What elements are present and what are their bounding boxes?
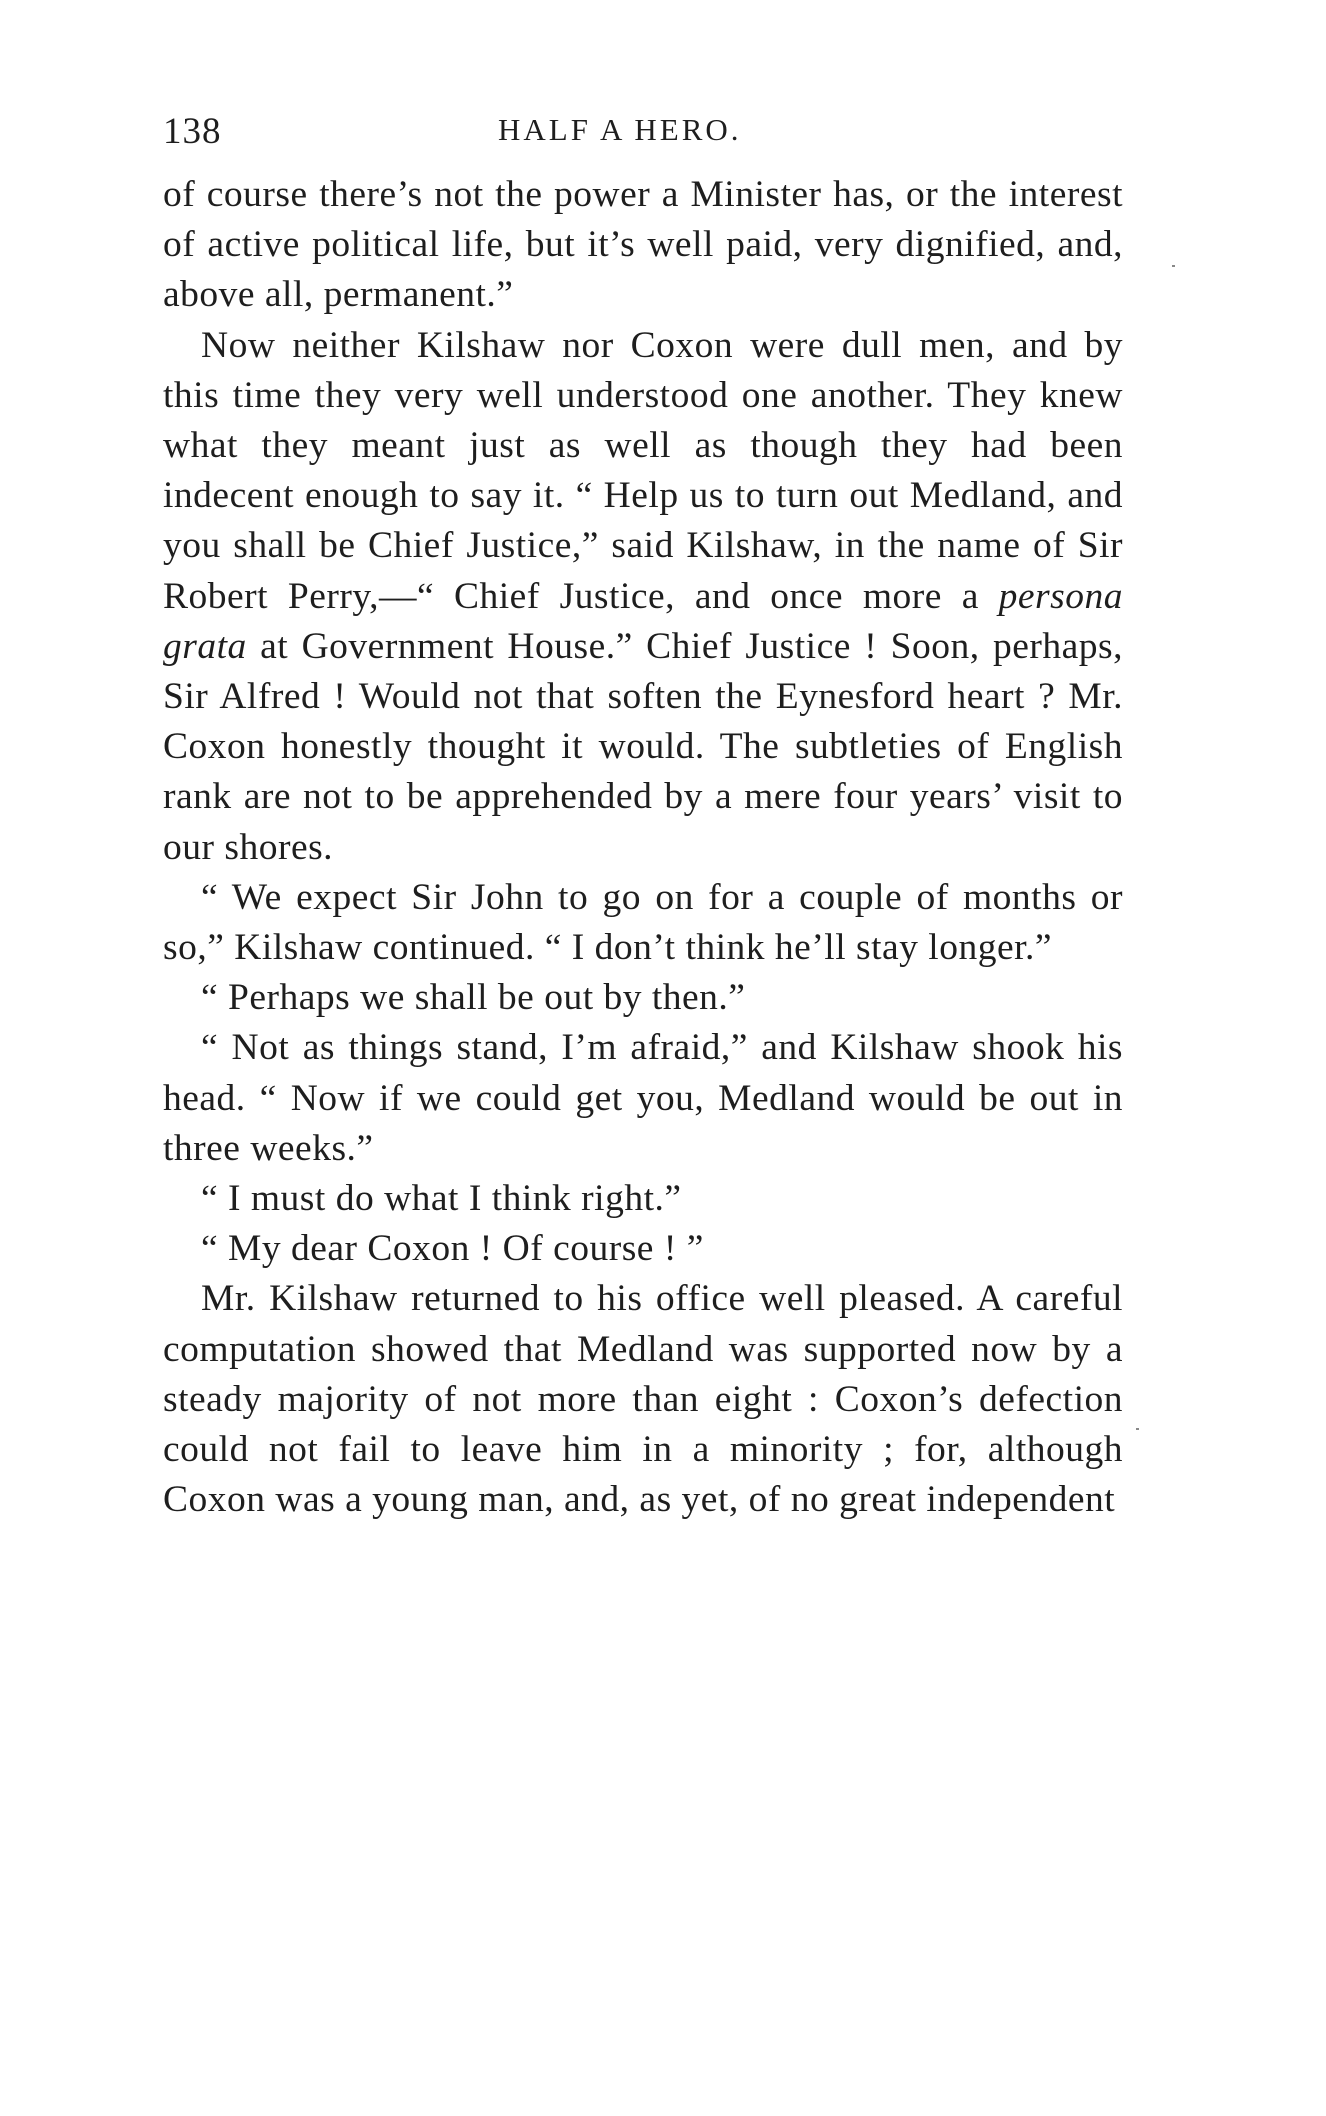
paper-speck [1136,1428,1139,1430]
text-segment: Mr. Kilshaw returned to his office well pleased. A careful computation showed that Medland was supported now by a steady majority of not more than eight : Coxon’s defection could not fail to leave him in a minority ; for, although Coxon was a young man, and, as yet, of no great independent [163,1278,1123,1521]
text-segment: Now neither Kilshaw nor Coxon were dull men, and by this time they very well understood one another. They knew what they meant just as well as though they had been indecent enough to say it. “ Help us to turn out Medland, and you shall be Chief Justice,” said Kilshaw, in the name of Sir Robert Perry,—“ Chief Justice, and once more a [163,324,1123,617]
paragraph [163,1023,1123,1174]
paragraph [163,1174,1123,1224]
text-segment: of course there’s not the power a Minister has, or the interest of active political life, but it’s well paid, very dignified, and, above all, permanent.” [163,174,1123,316]
paper-speck [1172,265,1175,267]
text-segment: at Government House.” Chief Justice ! Soon, perhaps, Sir Alfred ! Would not that soften the Eynesford heart ? Mr. Coxon honestly thought it would. The subtleties of English rank are not to be apprehended by a mere four years’ visit to our shores. [163,625,1123,868]
text-segment: “ Perhaps we shall be out by then.” [201,977,746,1019]
italic-phrase: persona grata [163,575,1123,667]
paragraph [163,321,1123,873]
paragraph [163,1274,1123,1525]
text-segment: “ We expect Sir John to go on for a couple of months or so,” Kilshaw continued. “ I don’t think he’ll stay longer.” [163,876,1123,969]
text-segment: “ Not as things stand, I’m afraid,” and Kilshaw shook his head. “ Now if we could get you, Medland would be out in three weeks.” [163,1027,1123,1169]
paragraph [163,973,1123,1023]
text-segment: “ My dear Coxon ! Of course ! ” [201,1228,704,1270]
text-segment: “ I must do what I think right.” [201,1178,682,1220]
book-page [163,110,1123,1525]
page-header [163,110,1123,170]
page-number: 138 [163,111,222,152]
body-text [163,170,1123,1525]
paragraph [163,170,1123,321]
running-head: HALF A HERO. [498,112,742,147]
paragraph [163,873,1123,973]
paragraph [163,1224,1123,1274]
